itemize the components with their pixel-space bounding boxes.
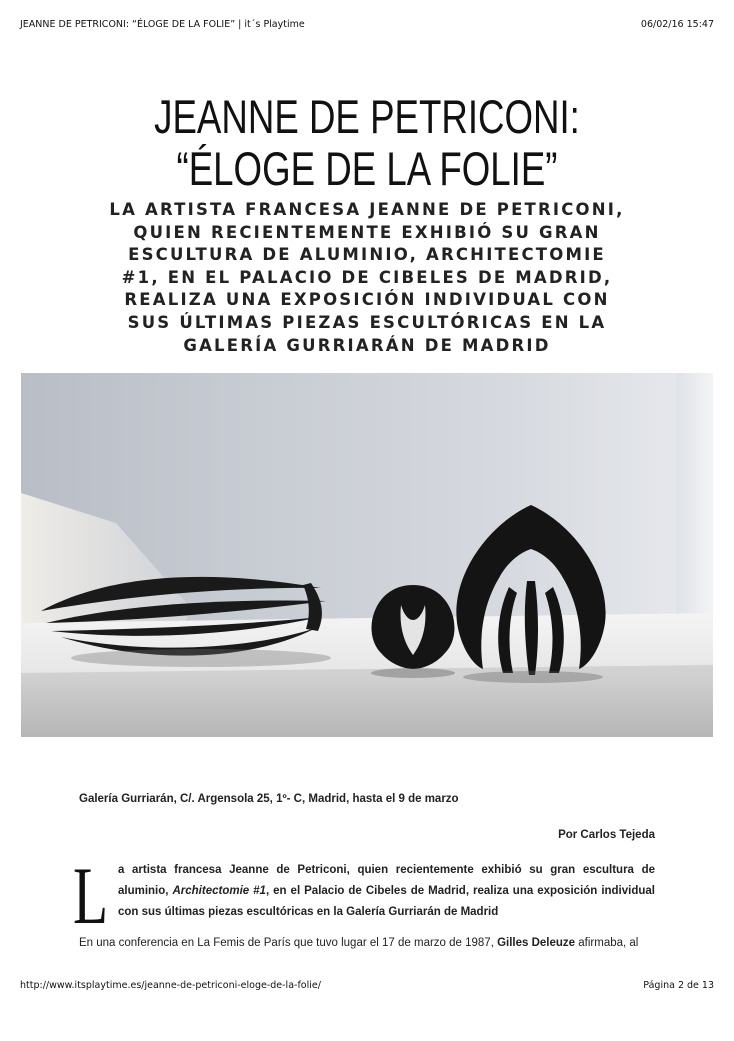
article-title-line-1: JEANNE DE PETRICONI: [154,90,580,144]
page-url-link[interactable]: http://www.itsplaytime.es/jeanne-de-petriconi-eloge-de-la-folie/ [20,980,321,991]
print-footer [20,980,714,994]
gallery-caption: Galería Gurriarán, C/. Argensola 25, 1º- C, Madrid, hasta el 9 de marzo [79,793,459,805]
lead-line: con sus últimas piezas escultóricas en la Galería Gurriarán de Madrid [118,906,499,918]
subtitle-line: ESCULTURA DE ALUMINIO, ARCHITECTOMIE [128,245,606,265]
article-title [128,91,607,195]
body-name-bold: Gilles Deleuze [497,937,576,949]
lead-line: a artista francesa Jeanne de Petriconi, quien recientemente exhibió su gran escultura de [118,864,655,876]
article-subtitle [90,199,644,357]
subtitle-line: #1, EN EL PALACIO DE CIBELES DE MADRID, [121,267,613,287]
page-number: Página 2 de 13 [643,980,714,991]
subtitle-line: REALIZA UNA EXPOSICIÓN INDIVIDUAL CON [124,290,610,310]
body-paragraph [79,935,655,951]
print-header [20,19,714,33]
lead-paragraph [118,860,655,923]
body-text: En una conferencia en La Femis de París que tuvo lugar el 17 de marzo de 1987, [79,937,498,949]
subtitle-line: SUS ÚLTIMAS PIEZAS ESCULTÓRICAS EN LA [127,312,607,332]
author-byline: Por Carlos Tejeda [558,829,655,841]
subtitle-line: QUIEN RECIENTEMENTE EXHIBIÓ SU GRAN [133,222,601,242]
drop-cap: L [73,850,109,941]
print-header-datetime: 06/02/16 15:47 [640,19,714,30]
sculpture-photo [21,373,713,737]
print-header-title: JEANNE DE PETRICONI: “ÉLOGE DE LA FOLIE” | it´s Playtime [20,19,305,30]
body-text: afirmaba, al [575,937,639,949]
subtitle-line: LA ARTISTA FRANCESA JEANNE DE PETRICONI, [109,200,625,219]
lead-text: , en el Palacio de Cibeles de Madrid, realiza una exposición individual [265,885,655,897]
lead-text: aluminio, [118,885,173,897]
lead-line [118,881,655,902]
subtitle-line: GALERÍA GURRIARÁN DE MADRID [183,335,551,355]
artwork-title: Architectomie #1 [172,885,266,897]
article-title-line-2: “ÉLOGE DE LA FOLIE” [176,142,558,196]
